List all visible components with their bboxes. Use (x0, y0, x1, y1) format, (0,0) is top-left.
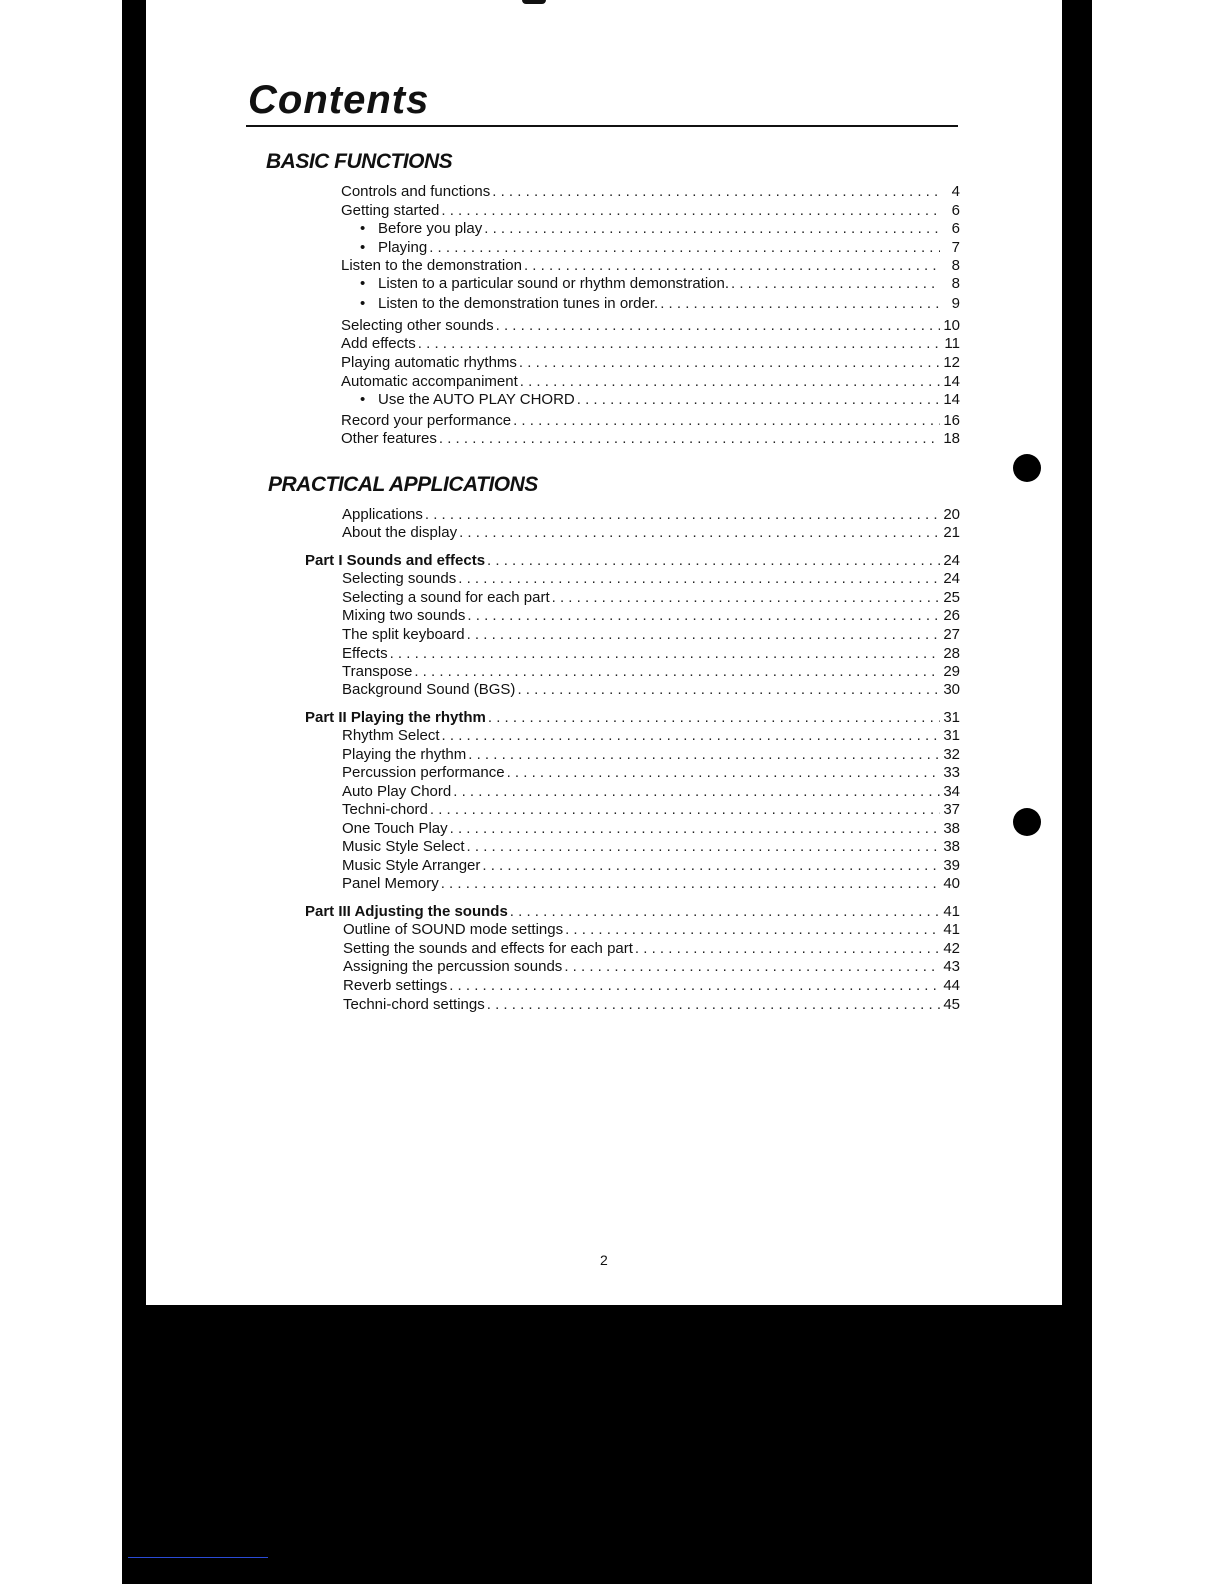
toc-entry-page: 24 (943, 570, 960, 587)
toc-entry-label: Techni-chord settings (343, 996, 485, 1013)
toc-entry (341, 354, 960, 372)
toc-entry (342, 857, 960, 875)
toc-entry-label: Rhythm Select (342, 727, 440, 744)
toc-entry (343, 958, 960, 976)
toc-entry-page: 20 (943, 506, 960, 523)
toc-entry-label: Transpose (342, 663, 413, 680)
toc-entry-page: 31 (943, 727, 960, 744)
dot-leader (467, 626, 940, 644)
dot-leader (731, 275, 940, 293)
dot-leader (453, 783, 940, 801)
toc-entry (360, 295, 960, 313)
toc-entry-page: 44 (943, 977, 960, 994)
toc-entry-page: 8 (951, 275, 960, 292)
bullet-icon: • (360, 239, 366, 256)
toc-entry-label: Reverb settings (343, 977, 448, 994)
dot-leader (429, 239, 940, 257)
toc-entry (341, 183, 960, 201)
dot-leader (439, 430, 940, 448)
toc-entry-page: 41 (943, 903, 960, 920)
toc-entry-page: 18 (943, 430, 960, 447)
toc-entry (342, 681, 960, 699)
toc-entry-page: 9 (951, 295, 960, 312)
toc-entry-page: 7 (951, 239, 960, 256)
toc-entry-page: 29 (943, 663, 960, 680)
toc-entry (342, 801, 960, 819)
toc-entry-page: 14 (943, 373, 960, 390)
toc-entry-page: 41 (943, 921, 960, 938)
toc-entry-page: 6 (951, 202, 960, 219)
scan-bottom-line (128, 1557, 268, 1558)
dot-leader (496, 317, 940, 335)
toc-entry-page: 26 (943, 607, 960, 624)
toc-entry (343, 921, 960, 939)
scan-top-mark (522, 0, 546, 4)
toc-entry-page: 28 (943, 645, 960, 662)
dot-leader (390, 645, 940, 663)
dot-leader (660, 295, 940, 313)
dot-leader (468, 746, 940, 764)
toc-entry-page: 4 (951, 183, 960, 200)
scan-margin-right (1092, 0, 1224, 1584)
toc-entry-label: Percussion performance (342, 764, 505, 781)
dot-leader (524, 257, 940, 275)
toc-entry-page: 25 (943, 589, 960, 606)
toc-entry (342, 663, 960, 681)
toc-entry-page: 34 (943, 783, 960, 800)
toc-entry-page: 8 (951, 257, 960, 274)
bullet-icon: • (360, 391, 366, 408)
toc-entry-label: Part III Adjusting the sounds (305, 903, 508, 920)
toc-entry (360, 239, 960, 257)
toc-entry (342, 645, 960, 663)
dot-leader (635, 940, 940, 958)
toc-entry-page: 6 (951, 220, 960, 237)
toc-entry (342, 875, 960, 893)
toc-entry-label: Playing automatic rhythms (341, 354, 517, 371)
toc-entry-label: Record your performance (341, 412, 512, 429)
dot-leader (441, 875, 940, 893)
toc-entry (341, 202, 960, 220)
dot-leader (441, 202, 940, 220)
toc-entry-label: Playing (378, 239, 428, 256)
bullet-icon: • (360, 295, 366, 312)
toc-entry-label: Panel Memory (342, 875, 439, 892)
toc-entry-page: 24 (943, 552, 960, 569)
toc-entry-page: 42 (943, 940, 960, 957)
toc-entry-page: 39 (943, 857, 960, 874)
toc-entry-label: Music Style Arranger (342, 857, 481, 874)
bullet-icon: • (360, 275, 366, 292)
dot-leader (459, 524, 940, 542)
toc-entry-label: Mixing two sounds (342, 607, 466, 624)
toc-entry (341, 317, 960, 335)
dot-leader (418, 335, 940, 353)
toc-entry (342, 524, 960, 542)
toc-entry (360, 220, 960, 238)
dot-leader (488, 709, 940, 727)
toc-entry-label: Effects (342, 645, 388, 662)
toc-entry (342, 607, 960, 625)
dot-leader (467, 838, 940, 856)
toc-entry-label: Selecting other sounds (341, 317, 494, 334)
toc-entry-label: One Touch Play (342, 820, 448, 837)
title-rule (246, 125, 958, 127)
toc-entry (341, 335, 960, 353)
toc-part-heading (305, 709, 960, 727)
toc-entry-page: 45 (943, 996, 960, 1013)
dot-leader (510, 903, 940, 921)
toc-entry-label: Applications (342, 506, 423, 523)
toc-entry-label: Selecting sounds (342, 570, 457, 587)
toc-entry (342, 783, 960, 801)
dot-leader (519, 354, 940, 372)
toc-entry-page: 16 (943, 412, 960, 429)
toc-entry (360, 391, 960, 409)
toc-entry (341, 412, 960, 430)
toc-entry (341, 257, 960, 275)
toc-entry (342, 727, 960, 745)
toc-entry-page: 38 (943, 820, 960, 837)
toc-part-heading (305, 903, 960, 921)
toc-entry-page: 37 (943, 801, 960, 818)
punch-hole-lower (1013, 808, 1041, 836)
toc-entry (342, 820, 960, 838)
toc-entry-label: Techni-chord (342, 801, 428, 818)
toc-entry (360, 275, 960, 293)
dot-leader (492, 183, 940, 201)
toc-entry-label: Listen to a particular sound or rhythm demonstration. (378, 275, 730, 292)
toc-entry-label: Selecting a sound for each part (342, 589, 550, 606)
dot-leader (458, 570, 940, 588)
toc-entry-page: 32 (943, 746, 960, 763)
dot-leader (449, 977, 940, 995)
toc-entry-page: 40 (943, 875, 960, 892)
dot-leader (507, 764, 940, 782)
toc-entry-page: 31 (943, 709, 960, 726)
toc-entry-label: About the display (342, 524, 458, 541)
toc-entry (343, 940, 960, 958)
bullet-icon: • (360, 220, 366, 237)
toc-part-heading (305, 552, 960, 570)
section-heading-practical-applications: PRACTICAL APPLICATIONS (268, 473, 538, 496)
toc-entry-page: 11 (944, 335, 960, 352)
scan-margin-left (0, 0, 122, 1584)
toc-entry-label: Automatic accompaniment (341, 373, 518, 390)
toc-entry-label: Before you play (378, 220, 483, 237)
toc-entry-label: Assigning the percussion sounds (343, 958, 563, 975)
toc-entry-page: 38 (943, 838, 960, 855)
toc-entry (342, 589, 960, 607)
toc-entry-page: 21 (943, 524, 960, 541)
toc-entry-label: Controls and functions (341, 183, 491, 200)
toc-entry-label: The split keyboard (342, 626, 465, 643)
dot-leader (513, 412, 940, 430)
toc-entry-page: 43 (943, 958, 960, 975)
toc-entry-page: 33 (943, 764, 960, 781)
dot-leader (450, 820, 940, 838)
dot-leader (517, 681, 940, 699)
toc-entry (342, 506, 960, 524)
dot-leader (564, 958, 940, 976)
toc-entry-label: Music Style Select (342, 838, 465, 855)
toc-entry-page: 30 (943, 681, 960, 698)
toc-entry-label: Part II Playing the rhythm (305, 709, 486, 726)
dot-leader (482, 857, 940, 875)
toc-entry-label: Other features (341, 430, 437, 447)
toc-entry-label: Playing the rhythm (342, 746, 467, 763)
page-title: Contents (248, 78, 430, 122)
toc-entry-label: Auto Play Chord (342, 783, 452, 800)
toc-entry (343, 996, 960, 1014)
toc-entry (342, 838, 960, 856)
toc-entry (341, 430, 960, 448)
dot-leader (565, 921, 940, 939)
toc-entry-label: Background Sound (BGS) (342, 681, 516, 698)
dot-leader (552, 589, 940, 607)
page-number: 2 (600, 1252, 608, 1268)
dot-leader (484, 220, 940, 238)
toc-entry (342, 626, 960, 644)
toc-entry-label: Part I Sounds and effects (305, 552, 486, 569)
section-heading-basic-functions: BASIC FUNCTIONS (266, 150, 453, 173)
dot-leader (425, 506, 940, 524)
dot-leader (442, 727, 940, 745)
toc-entry-page: 10 (943, 317, 960, 334)
dot-leader (487, 996, 940, 1014)
dot-leader (520, 373, 940, 391)
toc-entry (343, 977, 960, 995)
toc-entry-page: 27 (943, 626, 960, 643)
toc-entry-label: Getting started (341, 202, 440, 219)
toc-entry-label: Setting the sounds and effects for each part (343, 940, 633, 957)
toc-entry-page: 14 (943, 391, 960, 408)
toc-entry-label: Use the AUTO PLAY CHORD (378, 391, 575, 408)
dot-leader (430, 801, 940, 819)
dot-leader (577, 391, 940, 409)
toc-entry-label: Outline of SOUND mode settings (343, 921, 564, 938)
scan-border-bottom (122, 1305, 1092, 1584)
toc-entry-page: 12 (943, 354, 960, 371)
toc-entry-label: Listen to the demonstration tunes in order. (378, 295, 659, 312)
dot-leader (487, 552, 940, 570)
toc-entry (341, 373, 960, 391)
toc-entry (342, 746, 960, 764)
toc-entry (342, 570, 960, 588)
dot-leader (467, 607, 940, 625)
dot-leader (414, 663, 940, 681)
toc-entry (342, 764, 960, 782)
toc-entry-label: Add effects (341, 335, 416, 352)
toc-entry-label: Listen to the demonstration (341, 257, 522, 274)
punch-hole-upper (1013, 454, 1041, 482)
